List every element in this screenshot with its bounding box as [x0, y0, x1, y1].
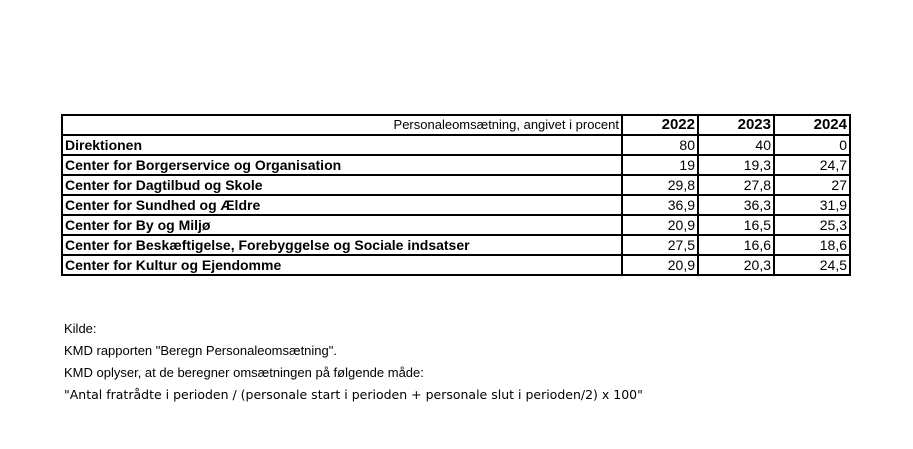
cell-2024: 24,5 [774, 255, 850, 275]
cell-2022: 36,9 [622, 195, 698, 215]
cell-2023: 19,3 [698, 155, 774, 175]
cell-2023: 16,6 [698, 235, 774, 255]
cell-2024: 0 [774, 135, 850, 155]
cell-2023: 27,8 [698, 175, 774, 195]
source-notes [64, 318, 643, 406]
source-report: KMD rapporten "Beregn Personaleomsætning". [64, 343, 337, 358]
cell-2024: 18,6 [774, 235, 850, 255]
cell-2023: 16,5 [698, 215, 774, 235]
table-header-row [62, 115, 850, 135]
table-row [62, 175, 850, 195]
row-name: Center for By og Miljø [62, 215, 622, 235]
header-label: Personaleomsætning, angivet i procent [62, 115, 622, 135]
cell-2022: 27,5 [622, 235, 698, 255]
cell-2022: 20,9 [622, 215, 698, 235]
formula-text: "Antal fratrådte i perioden / (personale start i perioden + personale slut i perioden/2) x 100" [64, 387, 643, 402]
cell-2022: 20,9 [622, 255, 698, 275]
cell-2022: 29,8 [622, 175, 698, 195]
method-intro: KMD oplyser, at de beregner omsætningen på følgende måde: [64, 365, 424, 380]
cell-2024: 24,7 [774, 155, 850, 175]
cell-2022: 80 [622, 135, 698, 155]
row-name: Center for Kultur og Ejendomme [62, 255, 622, 275]
table-row [62, 135, 850, 155]
table-row [62, 155, 850, 175]
cell-2024: 27 [774, 175, 850, 195]
cell-2024: 25,3 [774, 215, 850, 235]
row-name: Center for Sundhed og Ældre [62, 195, 622, 215]
cell-2023: 20,3 [698, 255, 774, 275]
table-row [62, 215, 850, 235]
cell-2022: 19 [622, 155, 698, 175]
cell-2024: 31,9 [774, 195, 850, 215]
row-name: Center for Borgerservice og Organisation [62, 155, 622, 175]
turnover-table [61, 114, 851, 276]
year-2024: 2024 [774, 115, 850, 135]
row-name: Center for Beskæftigelse, Forebyggelse og Sociale indsatser [62, 235, 622, 255]
year-2023: 2023 [698, 115, 774, 135]
year-2022: 2022 [622, 115, 698, 135]
table-row [62, 235, 850, 255]
cell-2023: 36,3 [698, 195, 774, 215]
source-label: Kilde: [64, 321, 97, 336]
row-name: Center for Dagtilbud og Skole [62, 175, 622, 195]
row-name: Direktionen [62, 135, 622, 155]
cell-2023: 40 [698, 135, 774, 155]
table-row [62, 195, 850, 215]
table-row [62, 255, 850, 275]
